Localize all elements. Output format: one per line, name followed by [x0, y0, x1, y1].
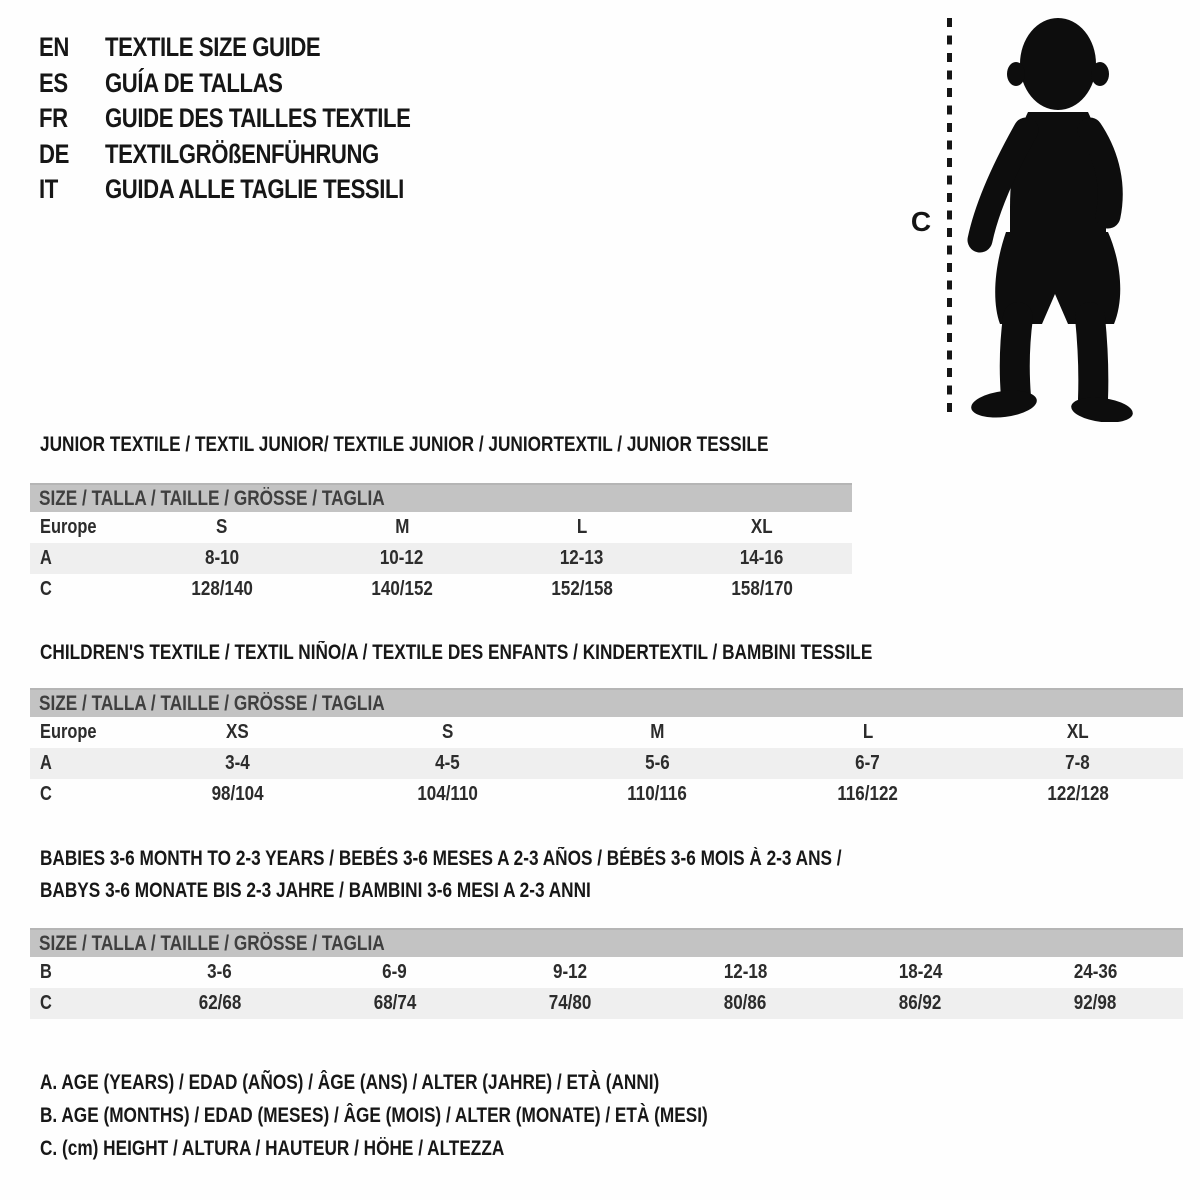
table-row-height: [30, 574, 852, 605]
cell-value: 8-10: [204, 547, 240, 569]
lang-code: FR: [39, 103, 68, 134]
cell-value: 6-9: [382, 961, 408, 983]
lang-title: GUIDA ALLE TAGLIE TESSILI: [105, 174, 404, 205]
table-row-age: [30, 748, 1183, 779]
lang-row-fr: [39, 101, 478, 137]
lang-code: DE: [39, 138, 69, 169]
table-row-europe: [30, 717, 1183, 748]
lang-row-en: [39, 30, 478, 66]
row-label: A: [40, 547, 52, 569]
row-label: C: [40, 578, 52, 600]
row-label: C: [40, 992, 52, 1014]
lang-row-es: [39, 66, 478, 102]
cell-value: XS: [225, 721, 249, 743]
junior-section-title: JUNIOR TEXTILE / TEXTIL JUNIOR/ TEXTILE JUNIOR / JUNIORTEXTIL / JUNIOR TESSILE: [40, 433, 769, 456]
table-row-europe: [30, 512, 852, 543]
cell-value: XL: [1067, 721, 1089, 743]
junior-size-table: [30, 483, 852, 605]
size-header-bar: SIZE / TALLA / TAILLE / GRÖSSE / TAGLIA: [30, 688, 1183, 717]
cell-value: 110/116: [627, 783, 688, 805]
measurement-legend: [40, 1066, 854, 1165]
cell-value: 80/86: [723, 992, 767, 1014]
size-header-bar: SIZE / TALLA / TAILLE / GRÖSSE / TAGLIA: [30, 483, 852, 512]
cell-value: M: [650, 721, 665, 743]
cell-value: 122/128: [1047, 783, 1109, 805]
lang-title: GUÍA DE TALLAS: [105, 67, 283, 98]
table-row-height: [30, 779, 1183, 810]
lang-code: ES: [39, 67, 68, 98]
cell-value: L: [576, 516, 588, 538]
cell-value: 24-36: [1073, 961, 1118, 983]
lang-row-de: [39, 137, 478, 173]
lang-code: IT: [39, 174, 58, 205]
row-label: Europe: [40, 516, 97, 538]
cell-value: 92/98: [1074, 992, 1117, 1014]
lang-row-it: [39, 172, 478, 208]
row-label: Europe: [40, 721, 97, 743]
cell-value: 9-12: [552, 961, 587, 983]
legend-age-years: A. AGE (YEARS) / EDAD (AÑOS) / ÂGE (ANS) / ALTER (JAHRE) / ETÀ (ANNI): [40, 1071, 660, 1094]
lang-title: TEXTILE SIZE GUIDE: [105, 32, 321, 63]
cell-value: 140/152: [371, 578, 433, 600]
legend-age-months: B. AGE (MONTHS) / EDAD (MESES) / ÂGE (MOIS) / ALTER (MONATE) / ETÀ (MESI): [40, 1104, 708, 1127]
table-row-months: [30, 957, 1183, 988]
table-row-height: [30, 988, 1183, 1019]
row-label: B: [40, 961, 52, 983]
cell-value: 10-12: [380, 547, 424, 569]
language-title-list: [39, 30, 478, 208]
cell-value: 104/110: [417, 783, 478, 805]
height-measure-dashed-line: [947, 18, 952, 416]
row-label: A: [40, 752, 52, 774]
cell-value: 86/92: [898, 992, 942, 1014]
cell-value: XL: [751, 516, 773, 538]
children-size-table: [30, 688, 1183, 810]
cell-value: 5-6: [645, 752, 670, 774]
row-label: C: [40, 783, 52, 805]
cell-value: 98/104: [211, 783, 264, 805]
size-header-bar: SIZE / TALLA / TAILLE / GRÖSSE / TAGLIA: [30, 928, 1183, 957]
cell-value: L: [862, 721, 873, 743]
height-measure-label: C: [910, 206, 932, 237]
cell-value: 74/80: [548, 992, 592, 1014]
babies-size-table: [30, 928, 1183, 1019]
cell-value: 116/122: [837, 783, 898, 805]
cell-value: 6-7: [855, 752, 880, 774]
table-row-age: [30, 543, 852, 574]
babies-section-title: BABIES 3-6 MONTH TO 2-3 YEARS / BEBÉS 3-6 MESES A 2-3 AÑOS / BÉBÉS 3-6 MOIS À 2-3 ANS / BABYS 3-6 MONATE BIS 2-3 JAHRE / BAMBINI 3-6 MESI A 2-3 ANNI: [40, 847, 842, 902]
lang-title: TEXTILGRÖßENFÜHRUNG: [105, 138, 379, 169]
toddler-silhouette-icon: [956, 12, 1148, 422]
cell-value: S: [441, 721, 453, 743]
cell-value: S: [216, 516, 228, 538]
cell-value: 3-4: [224, 752, 250, 774]
legend-height-cm: C. (cm) HEIGHT / ALTURA / HAUTEUR / HÖHE / ALTEZZA: [40, 1137, 505, 1160]
lang-title: GUIDE DES TAILLES TEXTILE: [105, 103, 411, 134]
cell-value: 7-8: [1065, 752, 1091, 774]
cell-value: M: [394, 516, 410, 538]
cell-value: 4-5: [435, 752, 460, 774]
cell-value: 18-24: [898, 961, 943, 983]
cell-value: 62/68: [198, 992, 241, 1014]
cell-value: 158/170: [731, 578, 793, 600]
cell-value: 12-18: [723, 961, 767, 983]
cell-value: 128/140: [191, 578, 253, 600]
cell-value: 3-6: [207, 961, 232, 983]
cell-value: 152/158: [551, 578, 613, 600]
cell-value: 12-13: [560, 547, 604, 569]
lang-code: EN: [39, 32, 69, 63]
cell-value: 14-16: [740, 547, 784, 569]
children-section-title: CHILDREN'S TEXTILE / TEXTIL NIÑO/A / TEXTILE DES ENFANTS / KINDERTEXTIL / BAMBINI TESSILE: [40, 641, 873, 664]
cell-value: 68/74: [373, 992, 417, 1014]
